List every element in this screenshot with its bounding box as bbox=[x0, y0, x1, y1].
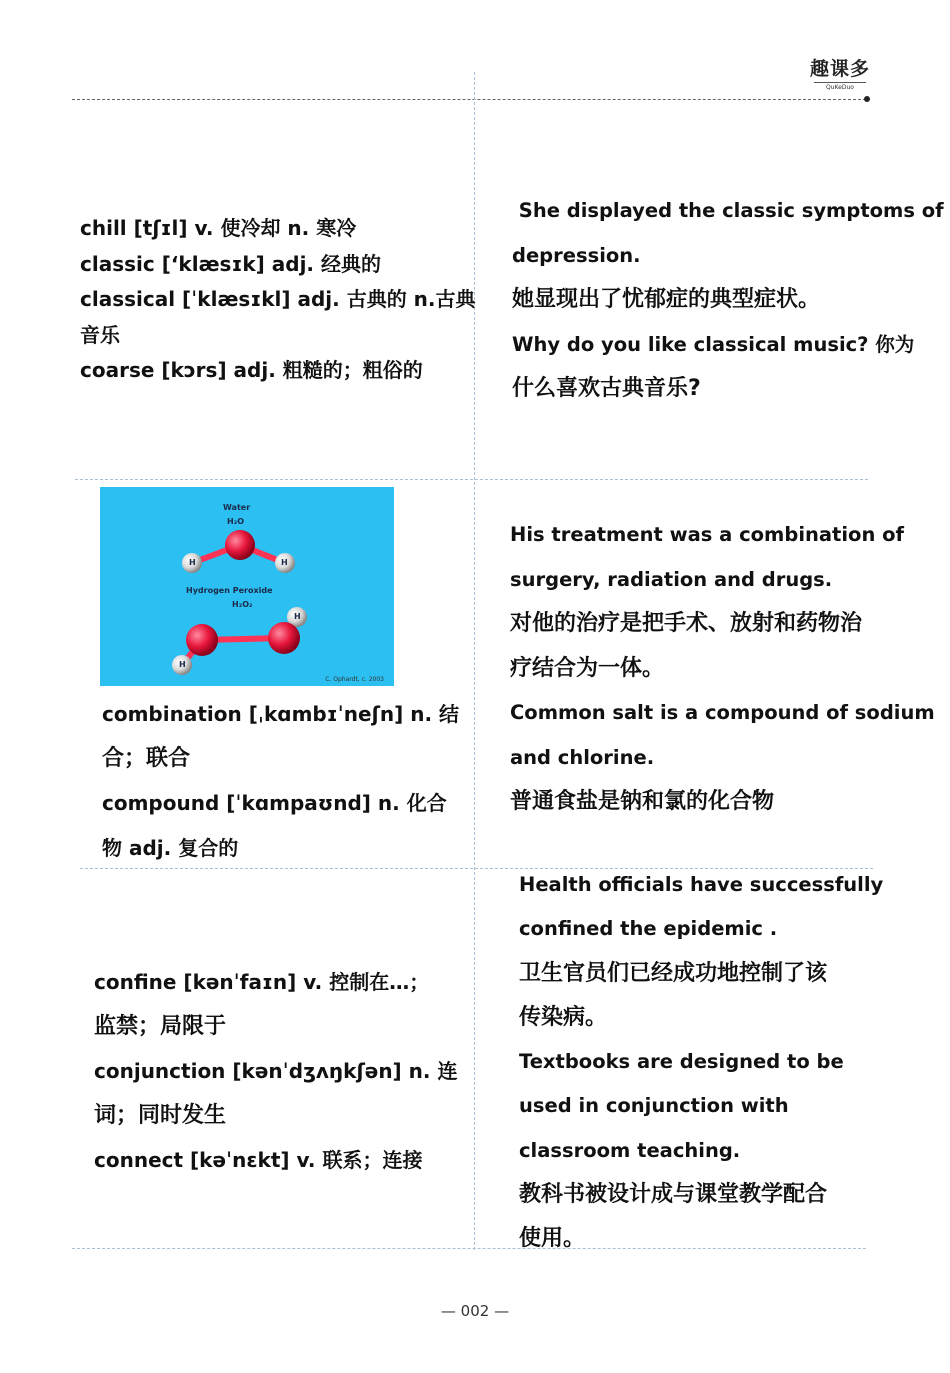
example-translation: 什么喜欢古典音乐? bbox=[512, 376, 701, 401]
example-sentence: surgery, radiation and drugs. bbox=[510, 567, 833, 591]
brand-logo bbox=[808, 58, 872, 92]
vocab-entry: confine [kənˈfaɪn] v. 控制在…； bbox=[94, 970, 430, 994]
card1-vocab bbox=[80, 211, 476, 389]
example-translation: 使用。 bbox=[519, 1226, 586, 1252]
example-sentence: Why do you like classical music? 你为 bbox=[512, 332, 915, 356]
vocab-entry: classical [ˈklæsɪkl] adj. 古典的 n.古典 bbox=[80, 287, 476, 311]
vocab-entry: 合；联合 bbox=[102, 745, 191, 771]
example-sentence: depression. bbox=[512, 243, 641, 267]
logo-text: 趣课多 bbox=[809, 58, 870, 80]
page-number: — 002 — bbox=[440, 1302, 510, 1320]
vocab-entry: conjunction [kənˈdʒʌŋkʃən] n. 连 bbox=[94, 1059, 458, 1083]
example-sentence: His treatment was a combination of bbox=[510, 523, 905, 546]
vocab-entry: 词；同时发生 bbox=[94, 1102, 227, 1128]
card3-examples bbox=[519, 863, 883, 1262]
example-translation: 对他的治疗是把手术、放射和药物治 bbox=[510, 611, 863, 636]
example-sentence: confined the epidemic . bbox=[519, 917, 778, 941]
water-formula: H₂O bbox=[227, 517, 244, 526]
example-sentence: Common salt is a compound of sodium bbox=[510, 701, 935, 724]
vocab-entry: coarse [kɔrs] adj. 粗糙的；粗俗的 bbox=[80, 358, 423, 382]
molecule-diagram bbox=[100, 487, 394, 686]
atom-label: H bbox=[281, 558, 288, 567]
water-label: Water bbox=[223, 503, 251, 512]
card2-vocab bbox=[102, 692, 459, 870]
example-sentence: Textbooks are designed to be bbox=[519, 1050, 844, 1074]
row-divider-1 bbox=[75, 479, 868, 480]
vocab-entry: connect [kəˈnɛkt] v. 联系；连接 bbox=[94, 1148, 423, 1172]
vocab-entry: chill [tʃɪl] v. 使冷却 n. 寒冷 bbox=[80, 216, 357, 240]
atom-label: H bbox=[189, 558, 196, 567]
logo-subtext: QuKeDuo bbox=[814, 82, 866, 91]
vocab-entry: combination [ˌkɑmbɪˈneʃn] n. 结 bbox=[102, 702, 460, 726]
vocab-entry: compound [ˈkɑmpaʊnd] n. 化合 bbox=[102, 791, 447, 815]
header-divider bbox=[72, 99, 866, 100]
peroxide-label: Hydrogen Peroxide bbox=[186, 586, 273, 595]
card1-examples bbox=[512, 189, 944, 412]
example-translation: 传染病。 bbox=[519, 1004, 608, 1030]
peroxide-formula: H₂O₂ bbox=[232, 600, 253, 609]
peroxide-oxygen-atom-right bbox=[268, 622, 300, 654]
example-sentence: classroom teaching. bbox=[519, 1138, 741, 1162]
vocab-entry: 物 adj. 复合的 bbox=[102, 835, 239, 860]
vocab-entry: 监禁；局限于 bbox=[94, 1013, 227, 1039]
card3-vocab bbox=[94, 960, 457, 1183]
image-credit: C. Ophardt, c. 2003 bbox=[325, 676, 384, 683]
example-translation: 她显现出了忧郁症的典型症状。 bbox=[512, 287, 821, 312]
example-translation: 卫生官员们已经成功地控制了该 bbox=[519, 960, 828, 986]
header-divider-dot bbox=[864, 96, 870, 102]
example-sentence: and chlorine. bbox=[510, 745, 655, 769]
example-sentence: She displayed the classic symptoms of bbox=[512, 199, 944, 222]
example-translation: 疗结合为一体。 bbox=[510, 655, 665, 681]
example-translation: 教科书被设计成与课堂教学配合 bbox=[519, 1182, 828, 1208]
example-translation: 普通食盐是钠和氯的化合物 bbox=[510, 789, 775, 814]
example-sentence: Health officials have successfully bbox=[519, 873, 884, 896]
peroxide-oxygen-atom-left bbox=[186, 624, 218, 656]
card2-examples bbox=[510, 513, 935, 825]
vocab-entry: 音乐 bbox=[80, 322, 120, 347]
atom-label: H bbox=[179, 660, 186, 669]
vocab-entry: classic [‘klæsɪk] adj. 经典的 bbox=[80, 251, 381, 276]
water-oxygen-atom bbox=[225, 530, 255, 560]
example-sentence: used in conjunction with bbox=[519, 1094, 789, 1118]
atom-label: H bbox=[294, 612, 301, 621]
